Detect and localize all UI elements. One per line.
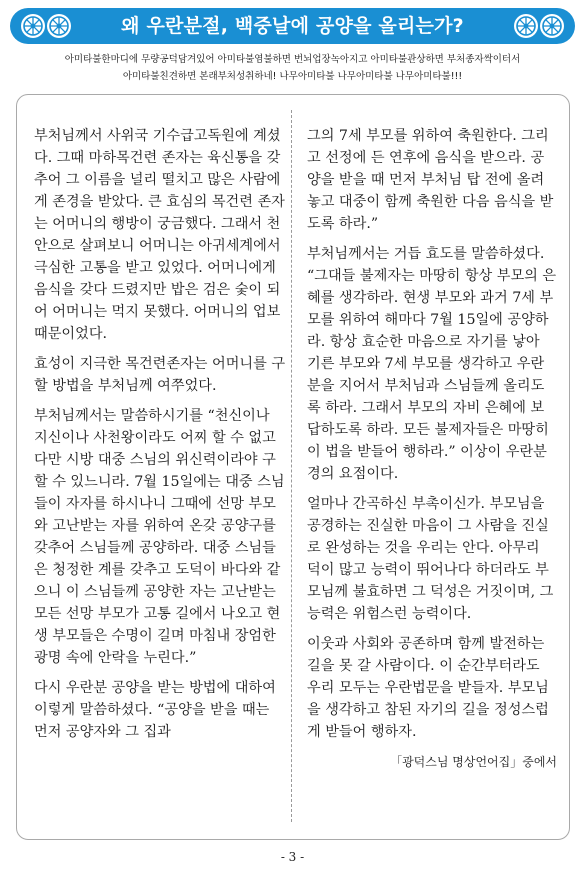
paragraph: 다시 우란분 공양을 받는 방법에 대하여 이렇게 말씀하셨다. “공양을 받을 때는 먼저 공양자와 그 집과 xyxy=(34,680,276,740)
paragraph: 그의 7세 부모를 위하여 축원한다. 그리고 선정에 든 연후에 음식을 받으라. 공양을 받을 때 먼저 부처님 탑 전에 올려놓고 대중이 함께 축원한 다음 음식을 받도록 하라.” xyxy=(307,128,554,232)
paragraph: 이웃과 사회와 공존하며 함께 발전하는 길을 못 갈 사람이다. 이 순간부터라도 우리 모두는 우란법문을 받들자. 부모님을 생각하고 참된 자기의 길을 정성스럽게 받들어 행하자. xyxy=(307,636,549,740)
paragraph: 부처님께서 사위국 기수급고독원에 계셨다. 그때 마하목건련 존자는 육신통을 갖추어 그 이름을 널리 떨치고 많은 사람에게 존경을 받았다. 큰 효심의 목건련 존자는 어머니의 행방이 궁금했다. 그래서 천안으로 살펴보니 어머니는 아귀세계에서 극심한 고통을 받고 있었다. 어머니에게 음식을 갖다 드렸지만 밥은 검은 숯이 되어 어머니는 먹지 못했다. 어머니의 업보 때문이었다. xyxy=(34,128,285,342)
column-divider xyxy=(291,110,292,822)
dharma-wheel-icon xyxy=(46,13,72,39)
paragraph: 부처님께서는 거듭 효도를 말씀하셨다. “그대들 불제자는 마땅히 항상 부모의 은혜를 생각하라. 현생 부모와 과거 7세 부모를 위하여 해마다 7월 15일에 공양하라. 항상 효순한 마음으로 자기를 낳아 기른 부모와 7세 부모를 생각하고 우란분을 지어서 부처님과 스님들께 올리도록 하라. 그래서 부모의 자비 은혜에 보답하도록 하라. 모든 불제자들은 마땅히 이 법을 받들어 행하라.” 이상이 우란분경의 요점이다. xyxy=(307,246,557,482)
source-citation: 「광덕스님 명상언어집」중에서 xyxy=(390,755,557,769)
dharma-wheel-icon xyxy=(539,13,565,39)
page-title: 왜 우란분절, 백중날에 공양을 올리는가? xyxy=(121,15,464,37)
paragraph: 부처님께서는 말씀하시기를 “천신이나 지신이나 사천왕이라도 어찌 할 수 없고 다만 시방 대중 스님의 위신력이라야 구할 수 있느니라. 7월 15일에는 대중 스님들이 자자를 하시나니 그때에 선망 부모와 고난받는 자를 위하여 온갖 공양구를 갖추어 스님들께 공양하라. 대중 스님들은 청정한 계를 갖추고 도덕이 바다와 같으니 이 스님들께 공양한 자는 고난받는 모든 선망 부모가 고통 길에서 나오고 현생 부모들은 수명이 길며 마침내 장엄한 광명 속에 안락을 누린다.” xyxy=(34,408,285,666)
paragraph: 얼마나 간곡하신 부촉이신가. 부모님을 공경하는 진실한 마음이 그 사람을 진실로 완성하는 것을 우리는 안다. 아무리 덕이 많고 능력이 뛰어나다 하더라도 부모님께 불효하면 그 덕성은 거짓이며, 그 능력은 위험스런 능력이다. xyxy=(307,496,554,622)
left-column xyxy=(34,125,286,751)
page-number: - 3 - xyxy=(280,850,305,864)
right-column xyxy=(307,125,557,773)
paragraph: 효성이 지극한 목건련존자는 어머니를 구할 방법을 부처님께 여쭈었다. xyxy=(34,356,286,394)
chant-line-1: 아미타불한마디에 무량공덕담겨있어 아미타불염불하면 번뇌업장녹아지고 아미타불관상하면 부처종자싹이터서 xyxy=(64,54,521,65)
chant-line-2: 아미타불친견하면 본래부처성취하네! 나무아미타불 나무아미타불 나무아미타불!!! xyxy=(122,71,463,82)
dharma-wheel-icon xyxy=(513,13,539,39)
dharma-wheel-icon xyxy=(20,13,46,39)
title-banner xyxy=(10,8,575,44)
